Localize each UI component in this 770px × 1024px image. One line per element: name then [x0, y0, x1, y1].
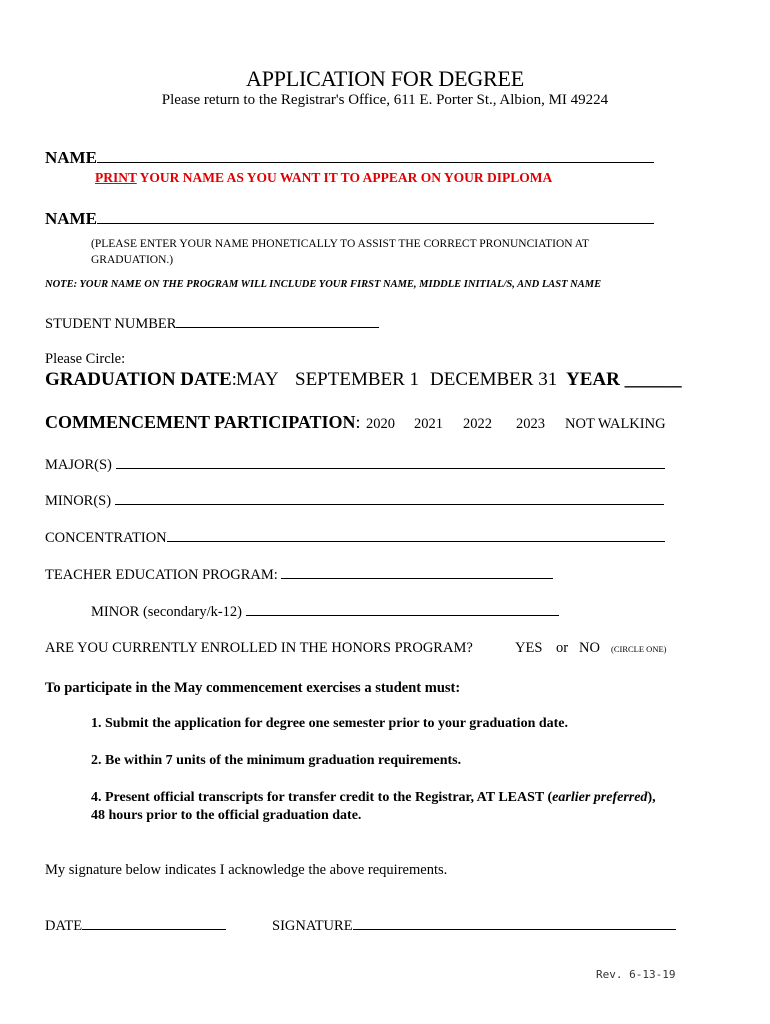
teacher-education-field[interactable] — [45, 566, 553, 584]
date-label: DATE — [45, 918, 83, 934]
year-blank[interactable]: ______ — [624, 369, 682, 390]
requirement-4-italic: earlier preferred — [552, 790, 648, 805]
honors-question: ARE YOU CURRENTLY ENROLLED IN THE HONORS PROGRAM? — [45, 640, 473, 656]
graduation-date-row — [45, 369, 237, 391]
commencement-label: COMMENCEMENT PARTICIPATION — [45, 412, 356, 432]
minors-field[interactable] — [45, 492, 664, 510]
revision-date: Rev. 6-13-19 — [596, 968, 676, 981]
date-field[interactable] — [45, 917, 226, 935]
name-label: NAME — [45, 209, 97, 228]
diploma-name-instruction — [95, 170, 552, 186]
honors-or: or — [556, 640, 569, 656]
requirement-4-text: 4. Present official transcripts for transfer credit to the Registrar, AT LEAST ( — [91, 790, 553, 805]
commencement-option-2020[interactable]: 2020 — [366, 416, 395, 432]
commencement-option-2021[interactable]: 2021 — [414, 416, 443, 432]
minor-secondary-line[interactable] — [246, 603, 559, 616]
year-field[interactable] — [566, 369, 682, 391]
concentration-label: CONCENTRATION — [45, 530, 167, 546]
majors-field[interactable] — [45, 456, 665, 474]
minors-line[interactable] — [115, 492, 664, 505]
minor-secondary-field[interactable] — [91, 603, 559, 621]
phonetic-instruction-line2: GRADUATION.) — [91, 254, 174, 266]
concentration-line[interactable] — [167, 529, 665, 542]
commencement-colon: : — [355, 412, 361, 432]
student-number-label: STUDENT NUMBER — [45, 316, 177, 332]
program-name-note: NOTE: YOUR NAME ON THE PROGRAM WILL INCLUDE YOUR FIRST NAME, MIDDLE INITIAL/S, AND LAST NAME — [45, 279, 602, 290]
graduation-colon: : — [231, 369, 237, 390]
teacher-education-label: TEACHER EDUCATION PROGRAM: — [45, 567, 278, 583]
name-field-diploma[interactable] — [45, 148, 654, 168]
graduation-option-september[interactable]: SEPTEMBER 1 — [295, 369, 420, 390]
year-label: YEAR — [566, 369, 620, 390]
acknowledgement-text: My signature below indicates I acknowledge the above requirements. — [45, 862, 448, 878]
requirement-2: 2. Be within 7 units of the minimum graduation requirements. — [91, 753, 462, 768]
commencement-option-not-walking[interactable]: NOT WALKING — [565, 416, 666, 432]
signature-field[interactable] — [272, 917, 676, 935]
page-title: APPLICATION FOR DEGREE — [246, 66, 524, 91]
requirements-heading: To participate in the May commencement exercises a student must: — [45, 680, 461, 696]
honors-option-yes[interactable]: YES — [515, 640, 543, 656]
name-field-phonetic[interactable] — [45, 209, 654, 229]
student-number-field[interactable] — [45, 315, 379, 333]
commencement-row — [45, 412, 361, 433]
phonetic-instruction — [91, 236, 589, 268]
signature-label: SIGNATURE — [272, 918, 353, 934]
requirement-4-line2: 48 hours prior to the official graduation date. — [91, 808, 362, 823]
name-line[interactable] — [97, 150, 654, 163]
phonetic-instruction-line1: (PLEASE ENTER YOUR NAME PHONETICALLY TO ASSIST THE CORRECT PRONUNCIATION AT — [91, 238, 589, 250]
graduation-date-label: GRADUATION DATE — [45, 369, 232, 390]
graduation-option-may[interactable]: MAY — [236, 369, 279, 390]
concentration-field[interactable] — [45, 529, 665, 547]
honors-option-no[interactable]: NO — [579, 640, 600, 656]
student-number-line[interactable] — [176, 315, 379, 328]
name-label: NAME — [45, 148, 97, 167]
minors-label: MINOR(S) — [45, 493, 112, 509]
signature-line[interactable] — [353, 917, 676, 930]
print-emphasis: PRINT — [95, 170, 137, 185]
requirement-4 — [91, 790, 656, 806]
commencement-option-2023[interactable]: 2023 — [516, 416, 545, 432]
name-line[interactable] — [97, 211, 654, 224]
please-circle-label: Please Circle: — [45, 351, 126, 367]
requirement-4-close: ), — [647, 790, 656, 805]
teacher-education-line[interactable] — [281, 566, 553, 579]
requirement-1: 1. Submit the application for degree one semester prior to your graduation date. — [91, 716, 569, 731]
minor-secondary-label: MINOR (secondary/k-12) — [91, 604, 243, 620]
date-line[interactable] — [82, 917, 226, 930]
majors-label: MAJOR(S) — [45, 457, 112, 473]
majors-line[interactable] — [116, 456, 665, 469]
diploma-instruction-text: YOUR NAME AS YOU WANT IT TO APPEAR ON YOUR DIPLOMA — [136, 170, 553, 185]
commencement-option-2022[interactable]: 2022 — [463, 416, 492, 432]
graduation-option-december[interactable]: DECEMBER 31 — [430, 369, 558, 390]
honors-circle-note: (CIRCLE ONE) — [611, 644, 667, 654]
return-address: Please return to the Registrar's Office, 611 E. Porter St., Albion, MI 49224 — [161, 92, 609, 108]
